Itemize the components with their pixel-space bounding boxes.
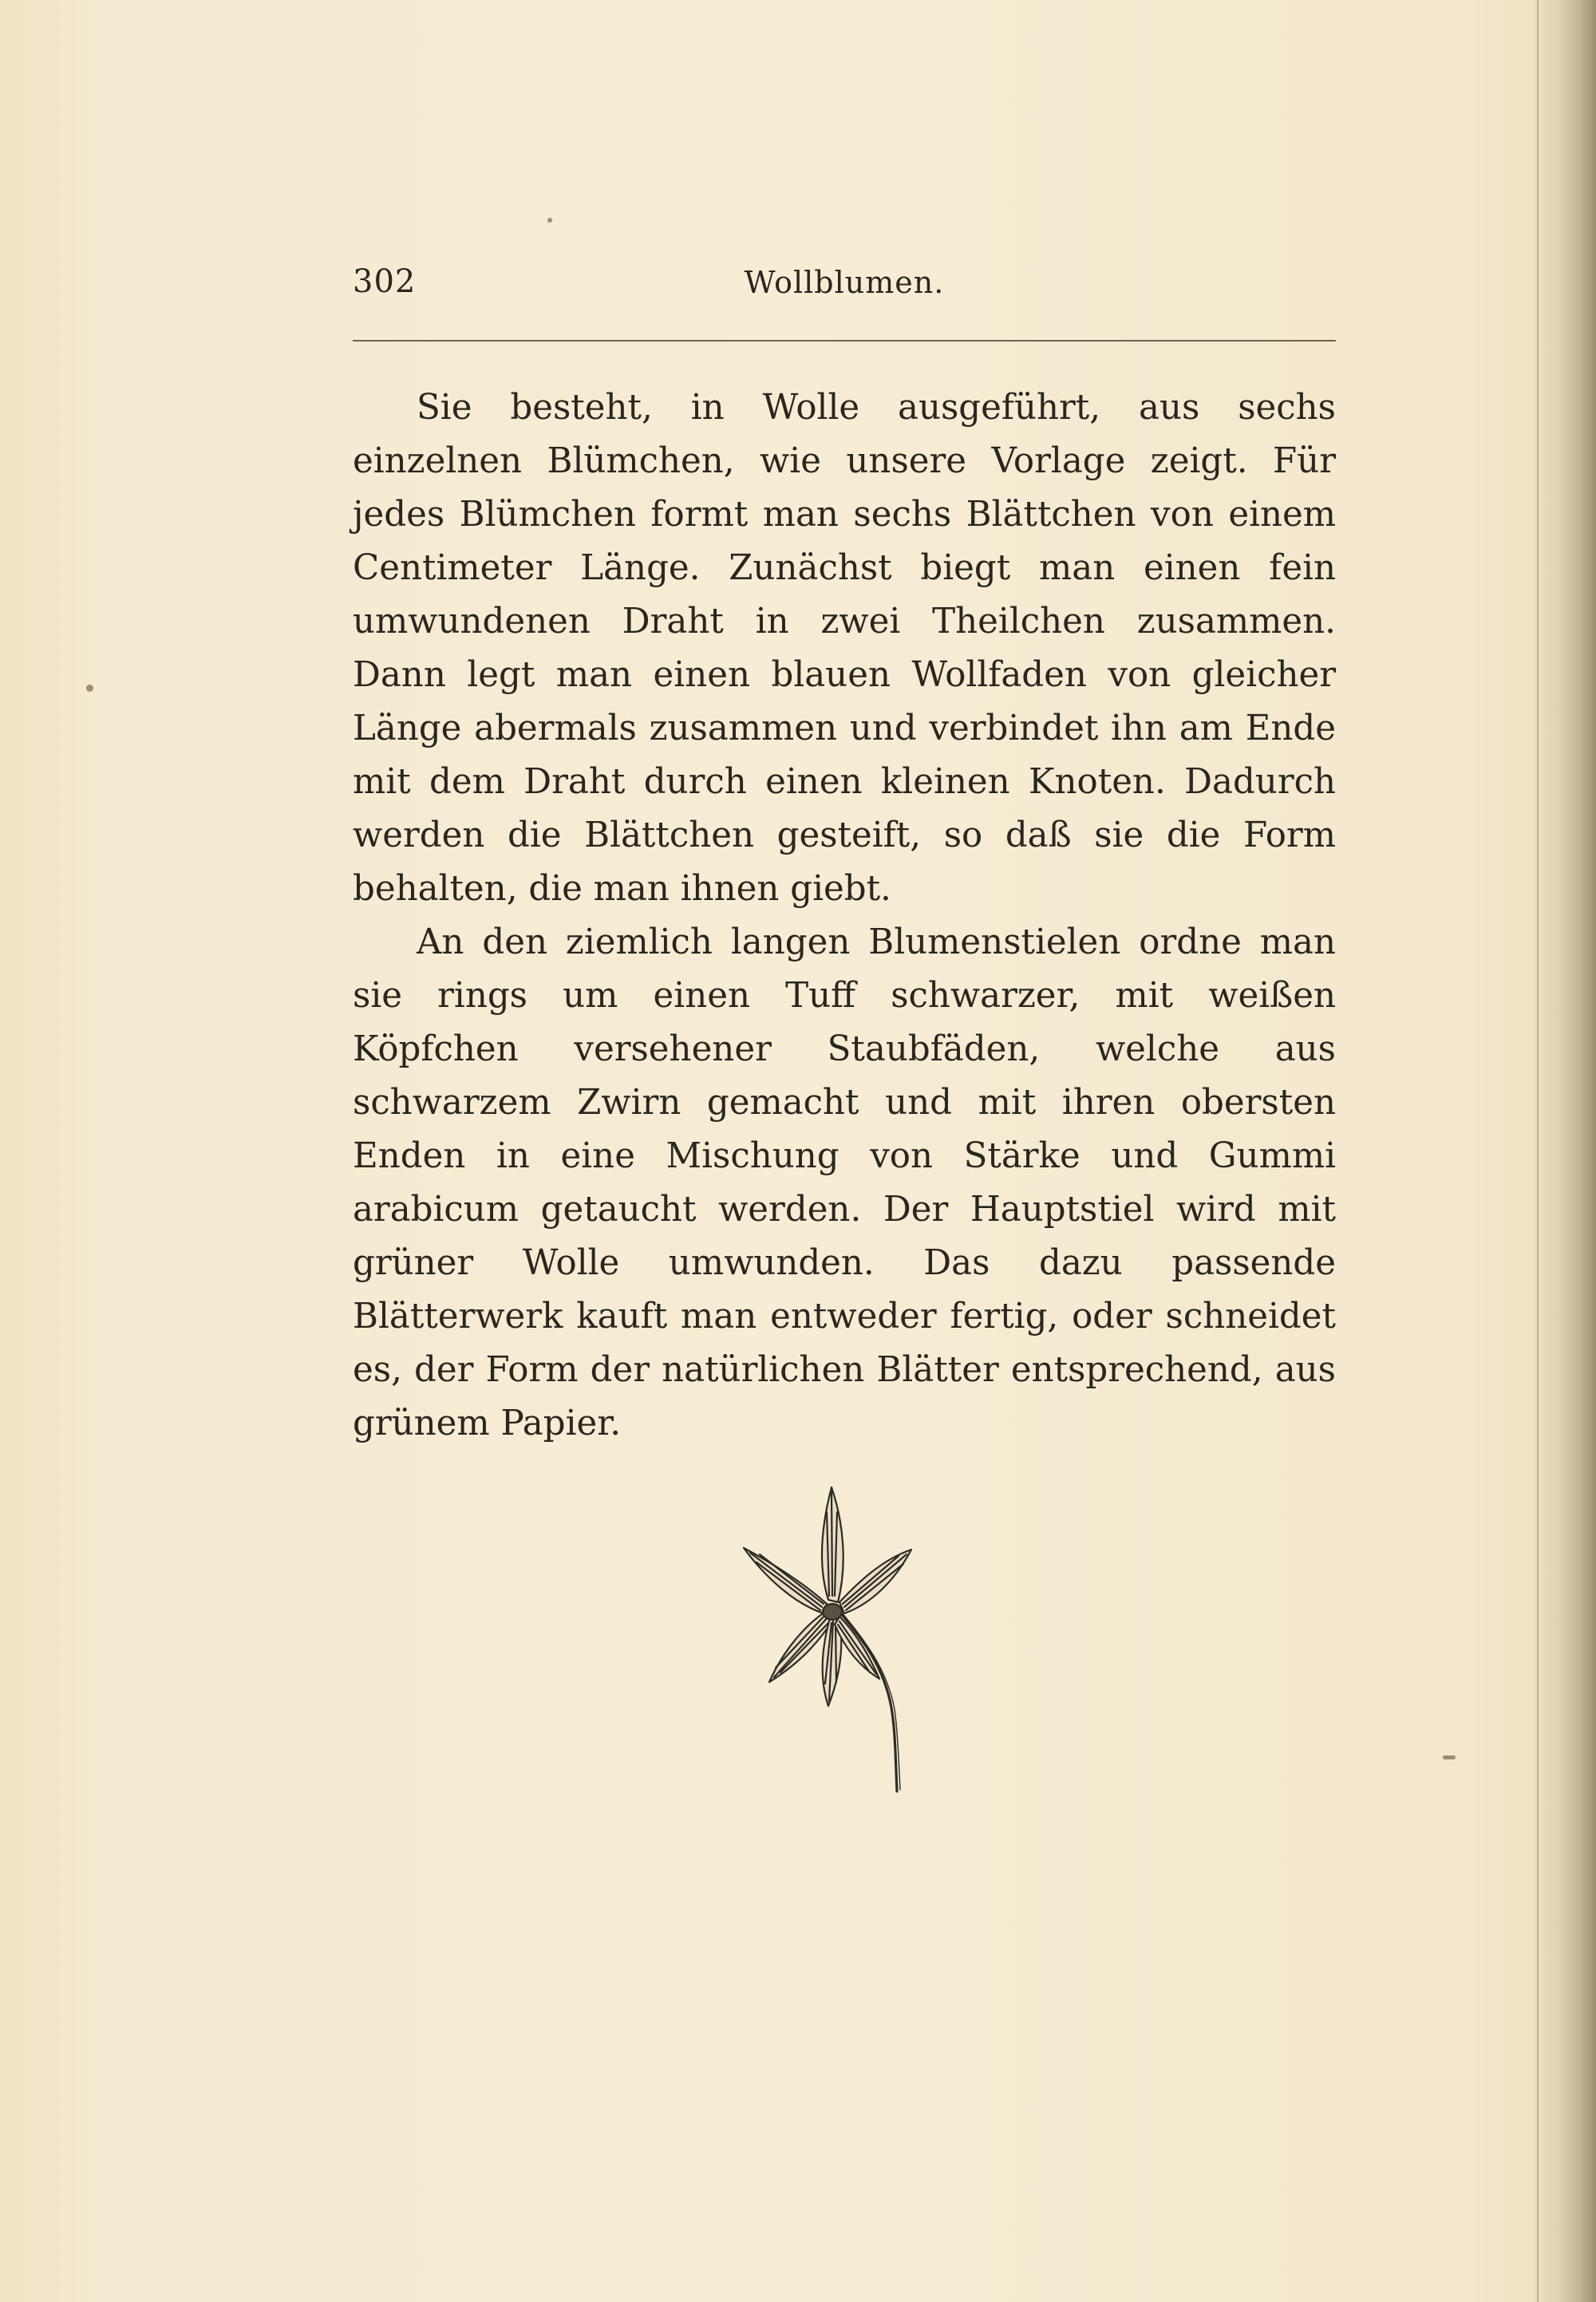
running-title: Wollblumen. [744, 265, 945, 300]
paper-blemish [86, 685, 93, 692]
paragraph: An den ziemlich langen Blumenstielen ordne man sie rings um einen Tuff schwarzer, mit weißen Köpfchen versehener Staubfäden, welche aus schwarzem Zwirn gemacht und mit ihren obersten Enden in eine Mischung von Stärke und Gummi arabicum getaucht werden. Der Hauptstiel wird mit grüner Wolle umwunden. Das dazu passende Blätterwerk kauft man entweder fertig, oder schneidet es, der Form der natürlichen Blätter entsprechend, aus grünem Papier. [353, 922, 1336, 1443]
page-edge-line [1537, 0, 1539, 2302]
paper-blemish [547, 218, 552, 223]
page-header [353, 263, 1336, 311]
body-text [353, 381, 1336, 1451]
page-binding-edge [1532, 0, 1596, 2302]
paper-blemish [1443, 1755, 1456, 1759]
paragraph: Sie besteht, in Wolle ausgeführt, aus sechs einzelnen Blümchen, wie unsere Vorlage zeigt. Für jedes Blümchen formt man sechs Blättchen von einem Centimeter Länge. Zunächst biegt man einen fein umwundenen Draht in zwei Theilchen zusammen. Dann legt man einen blauen Wollfaden von gleicher Länge abermals zusammen und verbindet ihn am Ende mit dem Draht durch einen kleinen Knoten. Dadurch werden die Blättchen gesteift, so daß sie die Form behalten, die man ihnen giebt. [353, 388, 1336, 909]
page-number: 302 [353, 263, 417, 300]
wool-flower-illustration [728, 1476, 935, 1795]
header-rule [353, 340, 1336, 342]
